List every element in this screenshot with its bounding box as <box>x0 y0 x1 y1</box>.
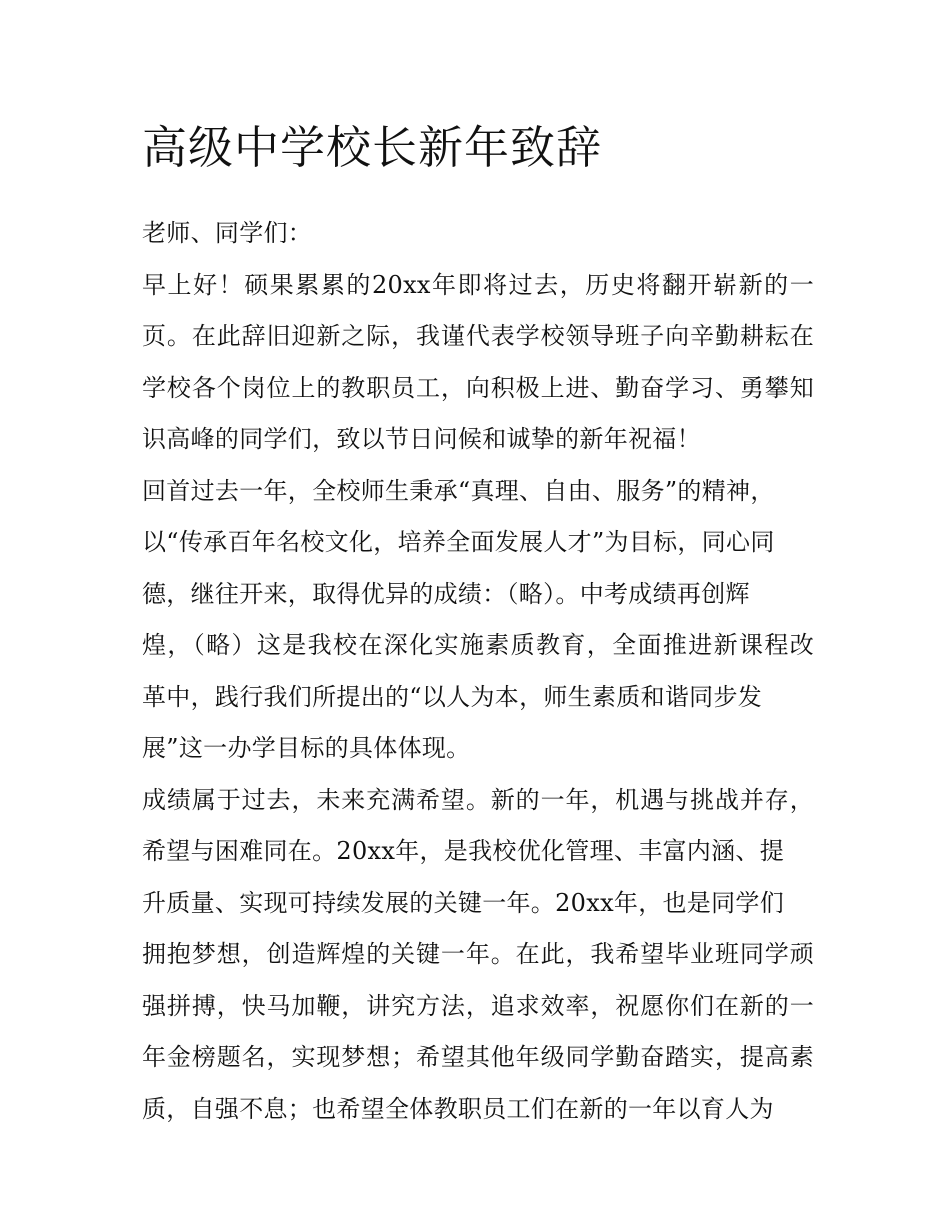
paragraph-greeting <box>142 260 814 466</box>
salutation <box>142 208 814 260</box>
document-title: 高级中学校长新年致辞 <box>142 121 603 174</box>
document-body <box>142 118 814 1135</box>
text-line: 年金榜题名，实现梦想；希望其他年级同学勤奋踏实，提高素 <box>142 1043 814 1071</box>
paragraph-outlook <box>142 775 814 1136</box>
text-line: 回首过去一年，全校师生秉承“真理、自由、服务”的精神， <box>142 476 775 505</box>
text-line: 展”这一办学目标的具体体现。 <box>142 734 471 762</box>
text-line: 页。在此辞旧迎新之际，我谨代表学校领导班子向辛勤耕耘在 <box>142 322 814 350</box>
salutation-line: 老师、同学们： <box>142 219 313 247</box>
text-line: 早上好！硕果累累的20xx年即将过去，历史将翻开崭新的一 <box>142 270 814 299</box>
text-line: 成绩属于过去，未来充满希望。新的一年，机遇与挑战并存， <box>142 785 814 814</box>
paragraph-review <box>142 466 814 775</box>
text-line: 拥抱梦想，创造辉煌的关键一年。在此，我希望毕业班同学顽 <box>142 940 814 968</box>
text-line: 希望与困难同在。20xx年，是我校优化管理、丰富内涵、提 <box>142 837 785 865</box>
text-line: 德，继往开来，取得优异的成绩：（略）。中考成绩再创辉 <box>142 579 750 608</box>
text-line: 识高峰的同学们，致以节日问候和诚挚的新年祝福！ <box>142 425 701 453</box>
text-line: 升质量、实现可持续发展的关键一年。20xx年，也是同学们 <box>142 888 785 917</box>
text-line: 革中，践行我们所提出的“以人为本，师生素质和谐同步发 <box>142 682 763 711</box>
text-line: 质，自强不息；也希望全体教职员工们在新的一年以育人为 <box>142 1094 774 1123</box>
text-line: 学校各个岗位上的教职员工，向积极上进、勤奋学习、勇攀知 <box>142 373 814 402</box>
text-line: 煌，（略）这是我校在深化实施素质教育，全面推进新课程改 <box>142 631 814 659</box>
text-line: 以“传承百年名校文化，培养全面发展人才”为目标，同心同 <box>142 528 775 556</box>
text-line: 强拼搏，快马加鞭，讲究方法，追求效率，祝愿你们在新的一 <box>142 991 814 1020</box>
